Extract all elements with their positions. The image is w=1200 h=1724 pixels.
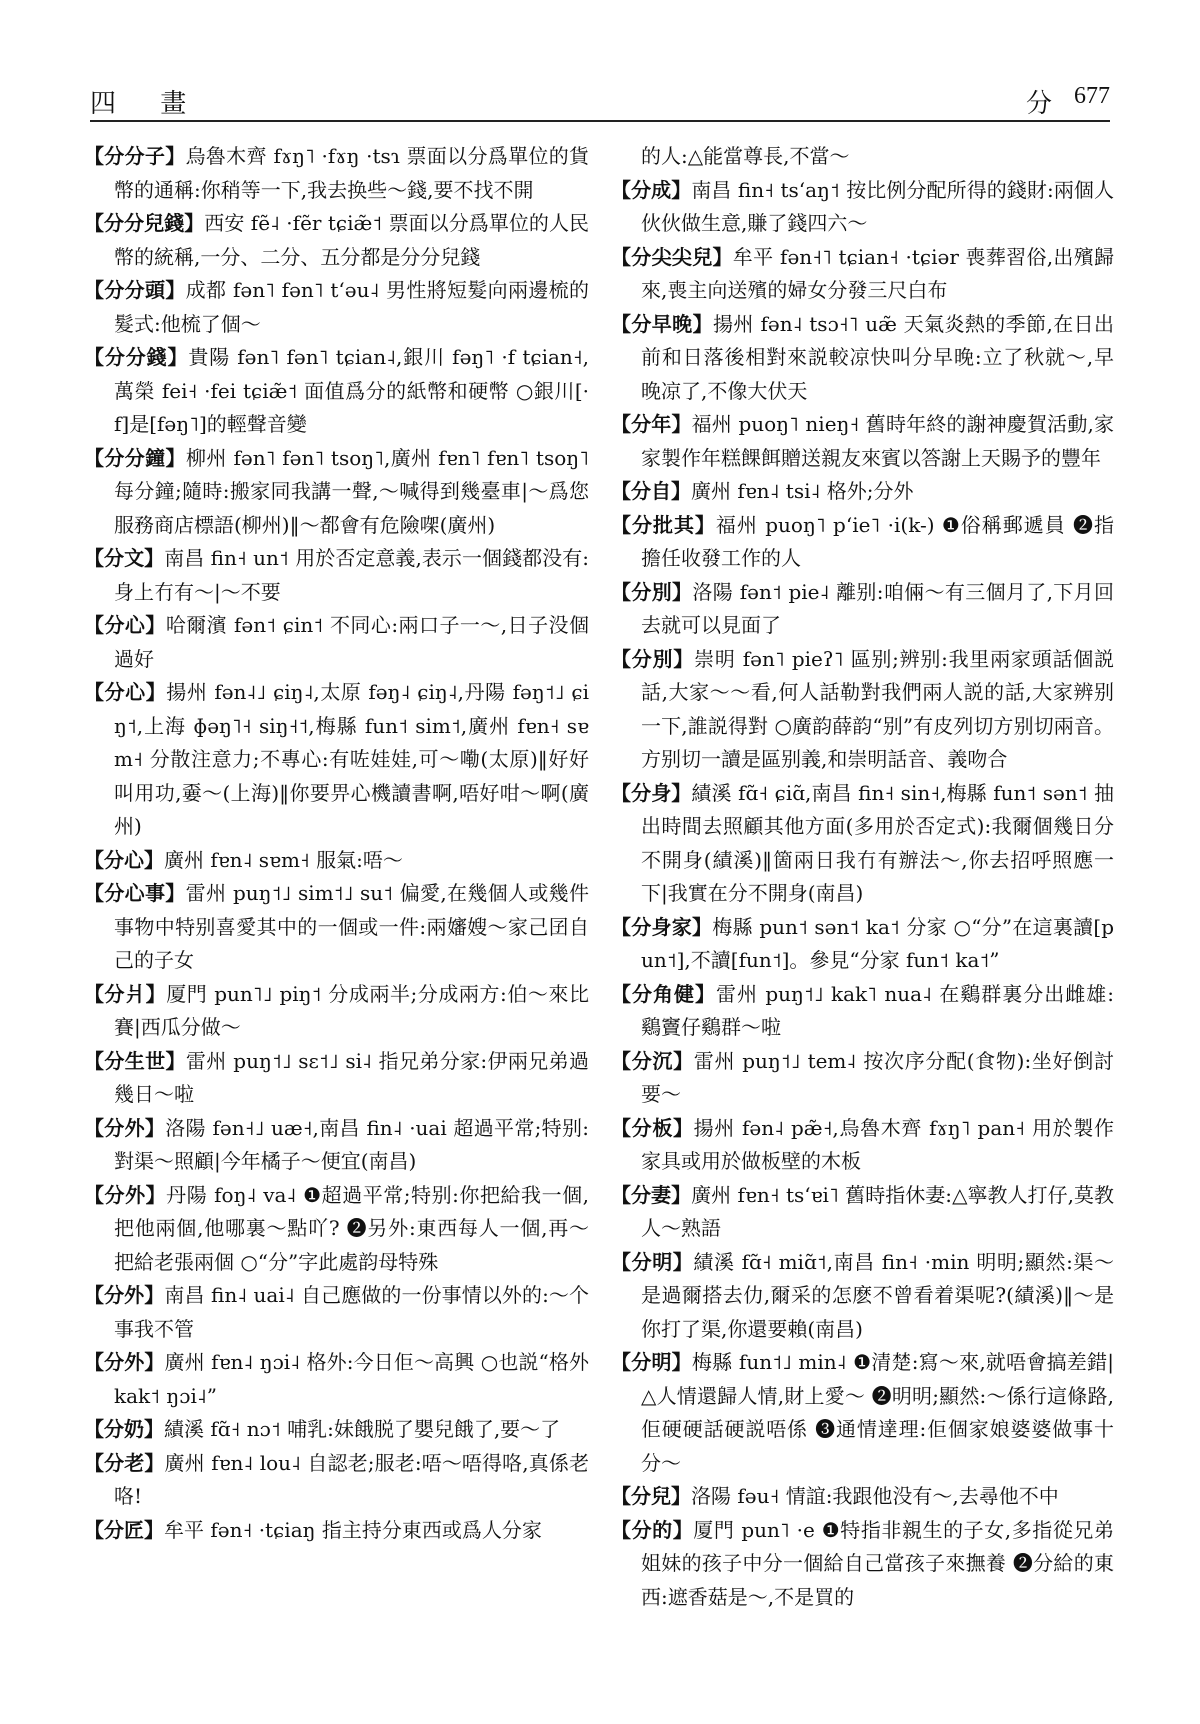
entry-headword: 【分文】: [84, 546, 165, 570]
dictionary-entry: [611, 1346, 1114, 1480]
entry-definition: 烏魯木齊 fɤŋ˥ ·fɤŋ ·tsɿ 票面以分爲單位的貨幣的通稱:你稍等一下,我去换些～錢,要不找不開: [114, 144, 590, 202]
entry-definition: 南昌 fin˧ tsʻaŋ˦ 按比例分配所得的錢財:兩個人伙伙做生意,賺了錢四六～: [641, 177, 1114, 235]
dictionary-entry: [84, 1346, 589, 1413]
header-character: 分: [1025, 89, 1052, 119]
entry-headword: 【分匠】: [84, 1517, 164, 1542]
dictionary-entry: [84, 274, 589, 341]
dictionary-entry: [84, 844, 589, 878]
entry-definition: 哈爾濱 fən˦ ɕin˦ 不同心:兩口子一～,日子没個過好: [114, 613, 589, 671]
dictionary-entry: [84, 1045, 589, 1112]
dictionary-entry: [611, 1246, 1114, 1347]
entry-headword: 【分批其】: [611, 512, 716, 537]
entry-definition: 揚州 fən˨˩ ɕiŋ˨,太原 fəŋ˨ ɕiŋ˨,丹陽 fəŋ˦˩ ɕiŋ˦,上海 ɸəŋ˥˧ siŋ˧˦,梅縣 fun˦ sim˦,廣州 fɐn˧ sɐm˧ 分散注意力;不專心:有咗娃娃,可～嘞(太原)‖好好叫用功,嫑～(上海)‖你要畀心機讀書啊,唔好咁～啊(廣州): [114, 680, 589, 838]
dictionary-entry: [84, 140, 589, 207]
entry-definition: 雷州 puŋ˦˩ kak˥ nua˨ 在鷄群裏分出雌雄:鷄竇仔鷄群～啦: [641, 981, 1114, 1039]
entry-definition: 崇明 fən˥ pieʔ˥ 區别;辨别:我里兩家頭話個説話,大家～～看,何人話勒對我們兩人説的話,大家辨别一下,誰説得對 ○廣韵薛韵“别”有皮列切方别切兩音。方别切一讀是區别義,和崇明話音、義吻合: [641, 646, 1114, 771]
entry-definition: 南昌 fin˧ un˦ 用於否定意義,表示一個錢都没有:身上冇有～|～不要: [114, 546, 589, 604]
two-column-body: [84, 140, 1114, 1700]
entry-headword: 【分生世】: [84, 1048, 186, 1073]
dictionary-entry: [84, 1413, 589, 1447]
entry-headword: 【分板】: [611, 1115, 694, 1140]
entry-definition: 梅縣 pun˦ sən˦ ka˦ 分家 ○“分”在這裏讀[pun˦],不讀[fun˦]。參見“分家 fun˦ ka˦”: [641, 914, 1114, 972]
dictionary-entry: [84, 676, 589, 844]
entry-headword: 【分分兒錢】: [84, 211, 205, 235]
page-header: [90, 76, 1110, 122]
dictionary-entry: [84, 442, 589, 543]
dictionary-entry: [84, 1279, 589, 1346]
entry-headword: 【分外】: [84, 1182, 167, 1207]
dictionary-entry: [611, 576, 1114, 643]
entry-headword: 【分外】: [84, 1115, 166, 1140]
dictionary-entry: [611, 1045, 1114, 1112]
entry-headword: 【分早晚】: [611, 311, 713, 336]
entry-definition: 廣州 fɐn˨ lou˨ 自認老;服老:唔～唔得咯,真係老咯!: [114, 1450, 589, 1508]
entry-definition: 績溪 fɑ̃˧ ɕiɑ̃,南昌 fin˧ sin˧,梅縣 fun˦ sən˦ 抽出時間去照顧其他方面(多用於否定式):我爾個幾日分不開身(績溪)‖箇兩日我冇有辦法～,你去招呼照應一下|我實在分不開身(南昌): [641, 780, 1114, 905]
entry-definition: 南昌 fin˨ uai˨ 自己應做的一份事情以外的:～个事我不管: [114, 1283, 589, 1341]
entry-headword: 【分分頭】: [84, 278, 186, 302]
entry-definition: 雷州 puŋ˦˩ sim˦˩ su˦ 偏愛,在幾個人或幾件事物中特别喜愛其中的一個或一件:兩嬸嫂～家己囝自己的子女: [114, 881, 589, 972]
entry-definition: 西安 fẽ˨ ·fẽr tɕiæ̃˦ 票面以分爲單位的人民幣的統稱,一分、二分、五分都是分分兒錢: [114, 211, 590, 269]
entry-definition: 揚州 fən˨ pæ̃˧,烏魯木齊 fɤŋ˥ pan˧ 用於製作家具或用於做板壁的木板: [641, 1115, 1114, 1173]
entry-headword: 【分角健】: [611, 981, 716, 1006]
entry-headword: 【分明】: [611, 1350, 692, 1374]
entry-headword: 【分身】: [611, 780, 692, 805]
entry-headword: 【分分子】: [84, 144, 186, 168]
entry-headword: 【分別】: [611, 579, 693, 604]
dictionary-entry: [84, 609, 589, 676]
dictionary-entry: [611, 475, 1114, 509]
dictionary-entry: [611, 140, 1114, 174]
entry-headword: 【分外】: [84, 1350, 165, 1374]
entry-headword: 【分分鐘】: [84, 445, 186, 470]
dictionary-entry: [611, 777, 1114, 911]
entry-definition: 洛陽 fəu˧ 情誼:我跟他没有～,去尋他不中: [691, 1484, 1059, 1508]
entry-definition: 的人:△能當尊長,不當～: [641, 144, 850, 168]
entry-definition: 厦門 pun˥ ·e ❶特指非親生的子女,多指從兄弟姐妹的孩子中分一個給自己當孩子來撫養 ❷分給的東西:遮香菇是～,不是買的: [641, 1517, 1114, 1609]
dictionary-entry: [84, 542, 589, 609]
entry-headword: 【分身家】: [611, 914, 713, 939]
entry-definition: 雷州 puŋ˦˩ tem˨ 按次序分配(食物):坐好倒討要～: [641, 1048, 1114, 1106]
entry-headword: 【分心事】: [84, 881, 186, 905]
entry-headword: 【分的】: [611, 1517, 694, 1542]
dictionary-entry: [611, 308, 1114, 409]
entry-definition: 揚州 fən˨ tsɔ˧˥ uæ̃ 天氣炎熱的季節,在日出前和日落後相對來説較凉快叫分早晚:立了秋就～,早晚凉了,不像大伏天: [641, 311, 1114, 403]
entry-headword: 【分尖尖兒】: [611, 244, 733, 269]
entry-headword: 【分心】: [84, 847, 164, 872]
header-right: [1026, 83, 1110, 120]
entry-definition: 柳州 fən˥ fən˥ tsoŋ˥,廣州 fɐn˥ fɐn˥ tsoŋ˥ 每分鐘;隨時:搬家同我講一聲,～喊得到幾臺車|～爲您服務商店標語(柳州)‖～都會有危險㗎(廣州): [114, 445, 590, 537]
entry-headword: 【分年】: [611, 412, 692, 436]
dictionary-entry: [611, 978, 1114, 1045]
entry-headword: 【分外】: [84, 1283, 165, 1307]
dictionary-entry: [84, 207, 589, 274]
entry-headword: 【分爿】: [84, 981, 167, 1006]
dictionary-entry: [611, 174, 1114, 241]
right-column: [599, 140, 1114, 1700]
dictionary-entry: [84, 1514, 589, 1548]
dictionary-entry: [611, 509, 1114, 576]
dictionary-entry: [611, 408, 1114, 475]
entry-definition: 績溪 fɑ̃˧ nɔ˦ 哺乳:妹餓脱了嬰兒餓了,要～了: [164, 1417, 561, 1441]
dictionary-entry: [611, 1514, 1114, 1615]
entry-definition: 成都 fən˥ fən˥ tʻəu˨ 男性將短髮向兩邊梳的髮式:他梳了個～: [114, 278, 589, 336]
dictionary-entry: [84, 877, 589, 978]
dictionary-entry: [611, 911, 1114, 978]
entry-definition: 牟平 fən˧˥ tɕian˧ ·tɕiər 喪葬習俗,出殯歸來,喪主向送殯的婦女分發三尺白布: [641, 244, 1114, 302]
entry-definition: 福州 puoŋ˥ pʻie˥ ·i(k-) ❶俗稱郵遞員 ❷指擔任收發工作的人: [641, 512, 1114, 570]
entry-definition: 牟平 fən˧ ·tɕiaŋ 指主持分東西或爲人分家: [164, 1517, 542, 1542]
dictionary-entry: [84, 1447, 589, 1514]
entry-headword: 【分明】: [611, 1249, 694, 1274]
left-column: [84, 140, 599, 1700]
section-title: 四 畫: [90, 89, 205, 119]
entry-headword: 【分兒】: [611, 1484, 691, 1508]
dictionary-entry: [84, 1179, 589, 1280]
entry-definition: 厦門 pun˥˩ piŋ˦ 分成兩半;分成兩方:伯～來比賽|西瓜分做～: [114, 981, 589, 1039]
entry-headword: 【分妻】: [611, 1182, 692, 1207]
entry-headword: 【分老】: [84, 1450, 165, 1475]
page-number: 677: [1074, 83, 1110, 109]
entry-headword: 【分自】: [611, 479, 691, 503]
dictionary-entry: [611, 1112, 1114, 1179]
entry-headword: 【分心】: [84, 680, 167, 704]
dictionary-entry: [84, 1112, 589, 1179]
entry-definition: 廣州 fɐn˧ tsʻɐi˥ 舊時指休妻:△寧教人打仔,莫教人～熟語: [641, 1182, 1114, 1240]
entry-headword: 【分成】: [611, 177, 692, 202]
dictionary-entry: [611, 241, 1114, 308]
entry-definition: 洛陽 fən˧˩ uæ˧,南昌 fin˨ ·uai 超過平常;特别:對渠～照顧|今年橘子～便宜(南昌): [114, 1115, 590, 1173]
dictionary-entry: [611, 643, 1114, 777]
entry-definition: 廣州 fɐn˨ sɐm˧ 服氣:唔～: [164, 847, 403, 872]
entry-definition: 雷州 puŋ˦˩ sɛ˦˩ si˨ 指兄弟分家:伊兩兄弟過幾日～啦: [114, 1048, 589, 1106]
entry-headword: 【分別】: [611, 646, 695, 671]
dictionary-entry: [611, 1480, 1114, 1514]
dictionary-entry: [84, 978, 589, 1045]
entry-definition: 績溪 fɑ̃˧ miɑ̃˦,南昌 fin˧ ·min 明明;顯然:渠～是過爾搭去仂,爾采的怎麽不曾看着渠呢?(績溪)‖～是你打了渠,你還要賴(南昌): [641, 1249, 1114, 1341]
entry-headword: 【分奶】: [84, 1417, 164, 1441]
dictionary-entry: [611, 1179, 1114, 1246]
dictionary-entry: [84, 341, 589, 442]
entry-definition: 廣州 fɐn˨ ŋɔi˨ 格外:今日佢～高興 ○也説“格外 kak˦ ŋɔi˨”: [114, 1350, 590, 1408]
entry-headword: 【分心】: [84, 613, 166, 637]
entry-definition: 丹陽 foŋ˨ va˨ ❶超過平常;特别:你把給我一個,把他兩個,他哪裏～點吖? ❷另外:東西每人一個,再～把給老張兩個 ○“分”字此處韵母特殊: [114, 1182, 590, 1274]
entry-definition: 洛陽 fən˦ pie˨ 離别:咱倆～有三個月了,下月回去就可以見面了: [641, 579, 1114, 637]
entry-definition: 梅縣 fun˦˩ min˨ ❶清楚:寫～來,就唔會搞差錯|△人情還歸人情,財上愛～ ❷明明;顯然:～係行這條路,佢硬硬話硬説唔係 ❸通情達理:佢個家娘婆婆做事十分～: [641, 1350, 1114, 1475]
entry-headword: 【分分錢】: [84, 345, 189, 369]
entry-headword: 【分沉】: [611, 1048, 694, 1073]
entry-definition: 廣州 fɐn˨ tsi˨ 格外;分外: [691, 479, 914, 503]
entry-definition: 福州 puoŋ˥ nieŋ˧ 舊時年終的謝神慶賀活動,家家製作年糕餜餌贈送親友來賓以答謝上天賜予的豐年: [641, 412, 1114, 470]
entry-definition: 貴陽 fən˥ fən˥ tɕian˨,銀川 fəŋ˥ ·f tɕian˧,萬榮 fei˧ ·fei tɕiæ̃˦ 面值爲分的紙幣和硬幣 ○銀川[·f]是[fəŋ˥]的輕聲音變: [114, 345, 590, 436]
